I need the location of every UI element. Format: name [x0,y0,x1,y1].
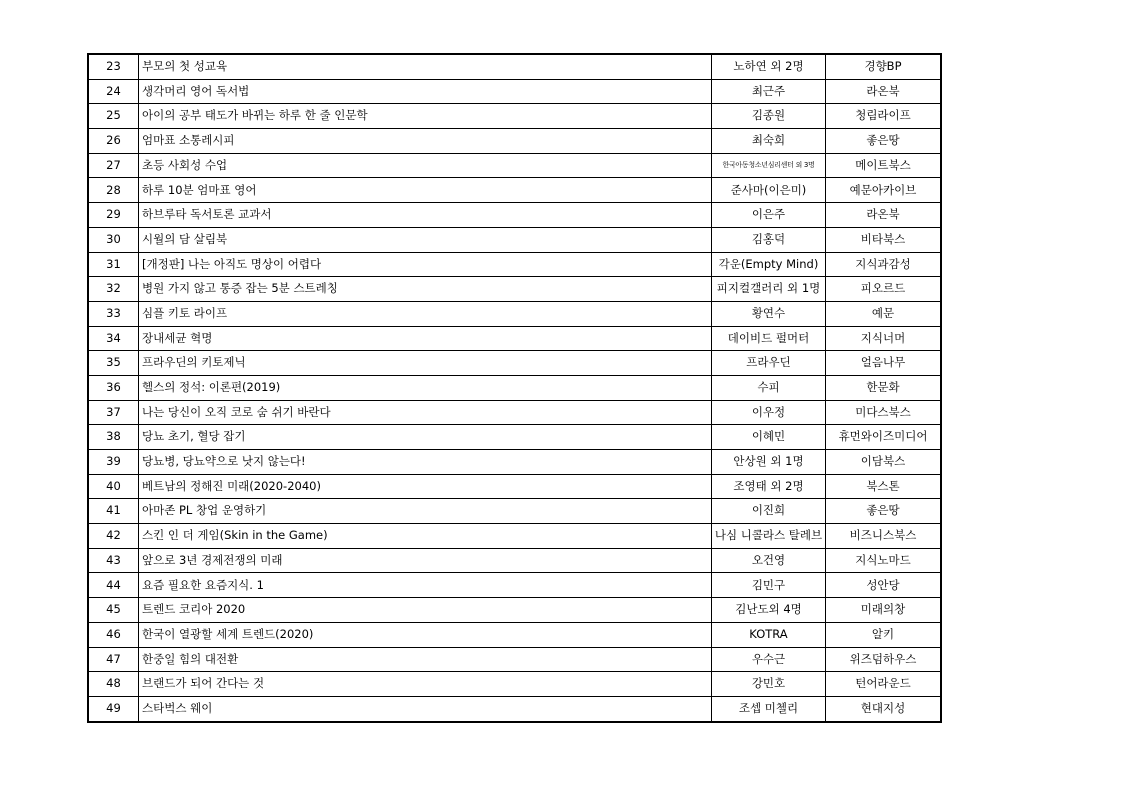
row-number: 27 [88,153,139,178]
row-number: 47 [88,647,139,672]
book-publisher: 한문화 [826,375,942,400]
book-title: 앞으로 3년 경제전쟁의 미래 [139,548,712,573]
book-author: 준사마(이은미) [712,178,826,203]
row-number: 35 [88,351,139,376]
row-number: 43 [88,548,139,573]
row-number: 38 [88,425,139,450]
book-list-table [87,53,942,723]
book-publisher: 예문 [826,301,942,326]
book-author: 이우정 [712,400,826,425]
book-publisher: 북스톤 [826,474,942,499]
table-row [88,524,941,549]
book-author: 피지컬갤러리 외 1명 [712,277,826,302]
book-publisher: 위즈덤하우스 [826,647,942,672]
table-row [88,277,941,302]
table-row [88,178,941,203]
book-title: 한중일 힘의 대전환 [139,647,712,672]
book-author: 한국아동청소년심리센터 외 3명 [712,153,826,178]
book-title: 장내세균 혁명 [139,326,712,351]
table-row [88,672,941,697]
book-author: KOTRA [712,622,826,647]
book-author: 조영태 외 2명 [712,474,826,499]
book-title: 아마존 PL 창업 운영하기 [139,499,712,524]
book-author: 김민구 [712,573,826,598]
book-publisher: 비타북스 [826,227,942,252]
row-number: 39 [88,450,139,475]
book-publisher: 지식너머 [826,326,942,351]
table-row [88,351,941,376]
book-publisher: 미래의창 [826,598,942,623]
book-author: 데이비드 펄머터 [712,326,826,351]
book-publisher: 경향BP [826,54,942,79]
row-number: 33 [88,301,139,326]
row-number: 46 [88,622,139,647]
table-row [88,647,941,672]
table-row [88,622,941,647]
row-number: 37 [88,400,139,425]
book-publisher: 지식과감성 [826,252,942,277]
book-title: 헬스의 정석: 이론편(2019) [139,375,712,400]
book-publisher: 현대지성 [826,696,942,721]
table-row [88,104,941,129]
book-publisher: 성안당 [826,573,942,598]
book-publisher: 좋은땅 [826,129,942,154]
book-author: 조셉 미첼리 [712,696,826,721]
book-author: 이혜민 [712,425,826,450]
row-number: 32 [88,277,139,302]
table-row [88,598,941,623]
book-author: 나심 니콜라스 탈레브 [712,524,826,549]
book-author: 김종원 [712,104,826,129]
book-title: 아이의 공부 태도가 바뀌는 하루 한 줄 인문학 [139,104,712,129]
row-number: 48 [88,672,139,697]
book-title: 심플 키토 라이프 [139,301,712,326]
book-title: [개정판] 나는 아직도 명상이 어렵다 [139,252,712,277]
book-title: 스타벅스 웨이 [139,696,712,721]
row-number: 23 [88,54,139,79]
book-author: 우수근 [712,647,826,672]
book-publisher: 얼음나무 [826,351,942,376]
book-title: 엄마표 소통레시피 [139,129,712,154]
table-row [88,301,941,326]
book-author: 안상원 외 1명 [712,450,826,475]
book-title: 한국이 열광할 세계 트렌드(2020) [139,622,712,647]
book-publisher: 이담북스 [826,450,942,475]
book-publisher: 턴어라운드 [826,672,942,697]
row-number: 49 [88,696,139,721]
row-number: 24 [88,79,139,104]
table-row [88,203,941,228]
book-publisher: 라온북 [826,79,942,104]
book-title: 당뇨병, 당뇨약으로 낫지 않는다! [139,450,712,475]
book-publisher: 비즈니스북스 [826,524,942,549]
book-title: 당뇨 초기, 혈당 잡기 [139,425,712,450]
book-author: 노하연 외 2명 [712,54,826,79]
book-title: 하루 10분 엄마표 영어 [139,178,712,203]
book-title: 부모의 첫 성교육 [139,54,712,79]
book-title: 요즘 필요한 요즘지식. 1 [139,573,712,598]
book-author: 오건영 [712,548,826,573]
book-author: 각운(Empty Mind) [712,252,826,277]
table-row [88,573,941,598]
book-author: 황연수 [712,301,826,326]
row-number: 29 [88,203,139,228]
book-publisher: 미다스북스 [826,400,942,425]
book-title: 시월의 담 살림북 [139,227,712,252]
table-row [88,129,941,154]
book-publisher: 메이트북스 [826,153,942,178]
book-list-sheet [87,53,936,723]
book-author: 이은주 [712,203,826,228]
table-row [88,425,941,450]
book-title: 프라우딘의 키토제닉 [139,351,712,376]
book-title: 트렌드 코리아 2020 [139,598,712,623]
book-author: 김홍덕 [712,227,826,252]
book-author: 강민호 [712,672,826,697]
table-row [88,375,941,400]
row-number: 31 [88,252,139,277]
table-row [88,696,941,721]
book-publisher: 라온북 [826,203,942,228]
row-number: 25 [88,104,139,129]
book-title: 나는 당신이 오직 코로 숨 쉬기 바란다 [139,400,712,425]
book-author: 김난도외 4명 [712,598,826,623]
row-number: 26 [88,129,139,154]
book-author: 최숙희 [712,129,826,154]
book-publisher: 예문아카이브 [826,178,942,203]
row-number: 34 [88,326,139,351]
book-title: 생각머리 영어 독서법 [139,79,712,104]
book-publisher: 청림라이프 [826,104,942,129]
book-author: 최근주 [712,79,826,104]
row-number: 42 [88,524,139,549]
row-number: 36 [88,375,139,400]
book-publisher: 휴먼와이즈미디어 [826,425,942,450]
row-number: 30 [88,227,139,252]
book-publisher: 지식노마드 [826,548,942,573]
table-row [88,450,941,475]
table-row [88,153,941,178]
book-publisher: 피오르드 [826,277,942,302]
table-row [88,326,941,351]
book-title: 스킨 인 더 게임(Skin in the Game) [139,524,712,549]
book-title: 초등 사회성 수업 [139,153,712,178]
book-author: 프라우딘 [712,351,826,376]
row-number: 40 [88,474,139,499]
table-row [88,227,941,252]
table-row [88,499,941,524]
book-list-body [88,54,941,722]
book-author: 수피 [712,375,826,400]
row-number: 45 [88,598,139,623]
table-row [88,79,941,104]
book-title: 병원 가지 않고 통증 잡는 5분 스트레칭 [139,277,712,302]
book-publisher: 좋은땅 [826,499,942,524]
row-number: 41 [88,499,139,524]
book-title: 베트남의 정해진 미래(2020-2040) [139,474,712,499]
table-row [88,400,941,425]
book-title: 브랜드가 되어 간다는 것 [139,672,712,697]
book-title: 하브루타 독서토론 교과서 [139,203,712,228]
table-row [88,548,941,573]
table-row [88,54,941,79]
row-number: 44 [88,573,139,598]
book-publisher: 알키 [826,622,942,647]
table-row [88,474,941,499]
row-number: 28 [88,178,139,203]
table-row [88,252,941,277]
book-author: 이진희 [712,499,826,524]
